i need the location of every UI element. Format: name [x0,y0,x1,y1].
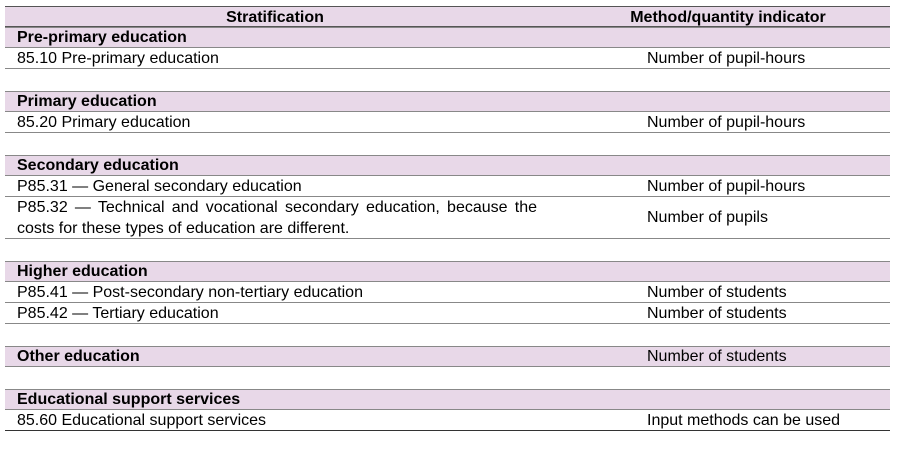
section-title: Pre-primary education [17,29,187,46]
section-row-pre-primary [5,27,890,48]
table-row [5,282,890,303]
table-header-row [5,6,890,27]
table-row [5,303,890,324]
table-row [5,112,890,133]
row-label: P85.31 — General secondary education [17,178,302,195]
row-label: 85.60 Educational support services [17,412,267,429]
section-row-other [5,346,890,367]
section-title: Secondary education [17,157,179,174]
section-title: Other education [17,348,140,365]
table-row [5,197,890,239]
section-spacer [5,367,890,389]
row-label: P85.32 — Technical and vocational secondary education, because the costs for these types of education are different. [17,199,537,237]
row-label: P85.42 — Tertiary education [17,305,219,322]
header-method: Method/quantity indicator [630,9,826,26]
row-method: Number of pupils [647,209,768,226]
section-spacer [5,69,890,91]
row-label: 85.10 Pre-primary education [17,50,219,67]
row-method: Number of pupil-hours [647,50,806,67]
section-row-support [5,389,890,410]
section-spacer [5,239,890,261]
table-row [5,176,890,197]
section-spacer [5,324,890,346]
row-method: Number of students [647,284,787,301]
section-spacer [5,133,890,155]
section-row-secondary [5,155,890,176]
header-stratification: Stratification [226,9,324,26]
row-method: Number of students [647,305,787,322]
row-method: Number of pupil-hours [647,178,806,195]
row-label: 85.20 Primary education [17,114,191,131]
table-row [5,410,890,431]
section-title: Higher education [17,263,148,280]
stratification-table [5,6,890,431]
table-row [5,48,890,69]
section-title: Educational support services [17,391,241,408]
section-method: Number of students [647,348,787,365]
row-label: P85.41 — Post-secondary non-tertiary education [17,284,363,301]
section-row-higher [5,261,890,282]
section-row-primary [5,91,890,112]
row-method: Number of pupil-hours [647,114,806,131]
section-title: Primary education [17,93,157,110]
row-method: Input methods can be used [647,412,841,429]
